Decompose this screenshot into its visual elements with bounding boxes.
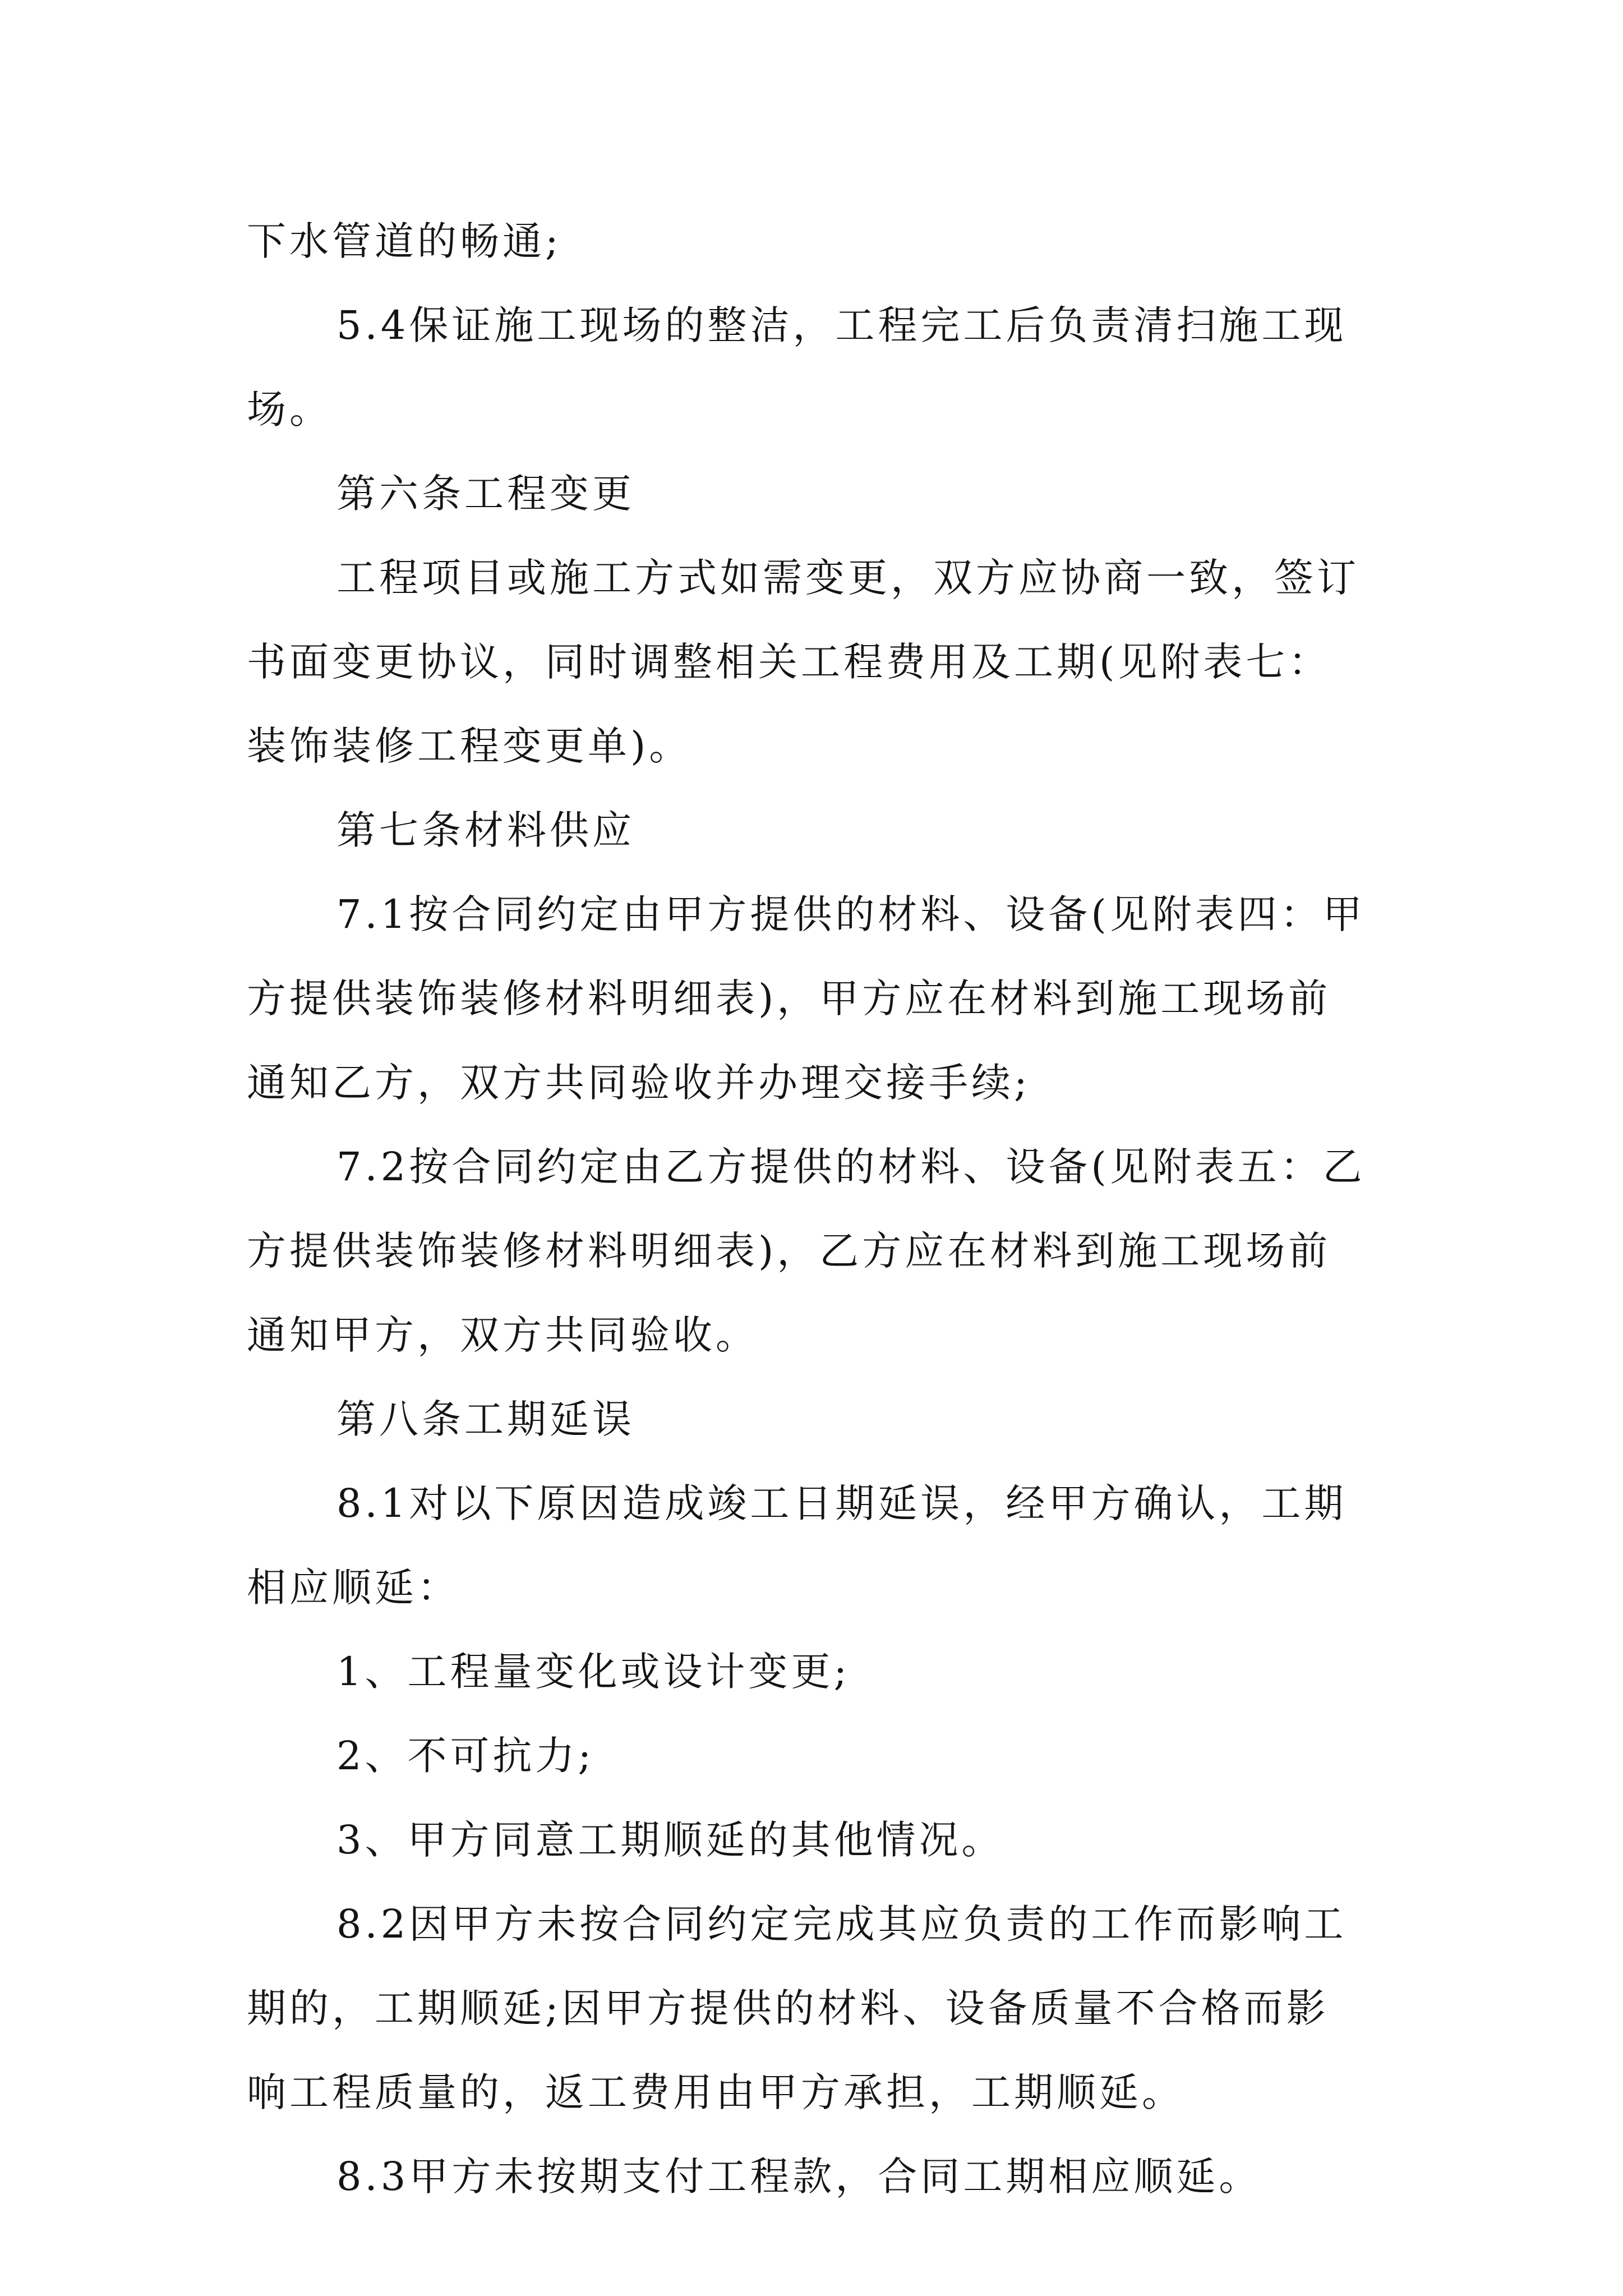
- text-line: 7.2按合同约定由乙方提供的材料、设备(见附表五：乙: [336, 1144, 1366, 1190]
- text-line: 8.3甲方未按期支付工程款，合同工期相应顺延。: [336, 2154, 1262, 2200]
- text-line: 相应顺延：: [247, 1565, 460, 1611]
- text-line: 书面变更协议，同时调整相关工程费用及工期(见附表七：: [247, 639, 1331, 685]
- text-line: 装饰装修工程变更单)。: [247, 723, 692, 769]
- text-line: 通知甲方，双方共同验收。: [247, 1312, 758, 1358]
- text-line: 7.1按合同约定由甲方提供的材料、设备(见附表四：甲: [336, 891, 1366, 937]
- section-heading: 第八条工期延误: [336, 1396, 635, 1442]
- text-line: 工程项目或施工方式如需变更，双方应协商一致，签订: [336, 555, 1359, 601]
- text-line: 8.1对以下原因造成竣工日期延误，经甲方确认，工期: [336, 1480, 1347, 1526]
- text-line: 5.4保证施工现场的整洁，工程完工后负责清扫施工现: [336, 302, 1347, 348]
- list-item: 2、不可抗力;: [336, 1733, 595, 1779]
- text-line: 下水管道的畅通;: [247, 218, 562, 264]
- text-line: 响工程质量的，返工费用由甲方承担，工期顺延。: [247, 2069, 1184, 2115]
- text-line: 方提供装饰装修材料明细表)，乙方应在材料到施工现场前: [247, 1228, 1331, 1274]
- text-line: 期的，工期顺延;因甲方提供的材料、设备质量不合格而影: [247, 1985, 1329, 2031]
- text-line: 方提供装饰装修材料明细表)，甲方应在材料到施工现场前: [247, 976, 1331, 1022]
- list-item: 3、甲方同意工期顺延的其他情况。: [336, 1817, 1004, 1863]
- section-heading: 第六条工程变更: [336, 471, 635, 517]
- text-line: 通知乙方，双方共同验收并办理交接手续;: [247, 1060, 1031, 1106]
- text-line: 8.2因甲方未按合同约定完成其应负责的工作而影响工: [336, 1901, 1347, 1947]
- text-line: 场。: [247, 386, 332, 432]
- section-heading: 第七条材料供应: [336, 807, 635, 853]
- list-item: 1、工程量变化或设计变更;: [336, 1649, 851, 1695]
